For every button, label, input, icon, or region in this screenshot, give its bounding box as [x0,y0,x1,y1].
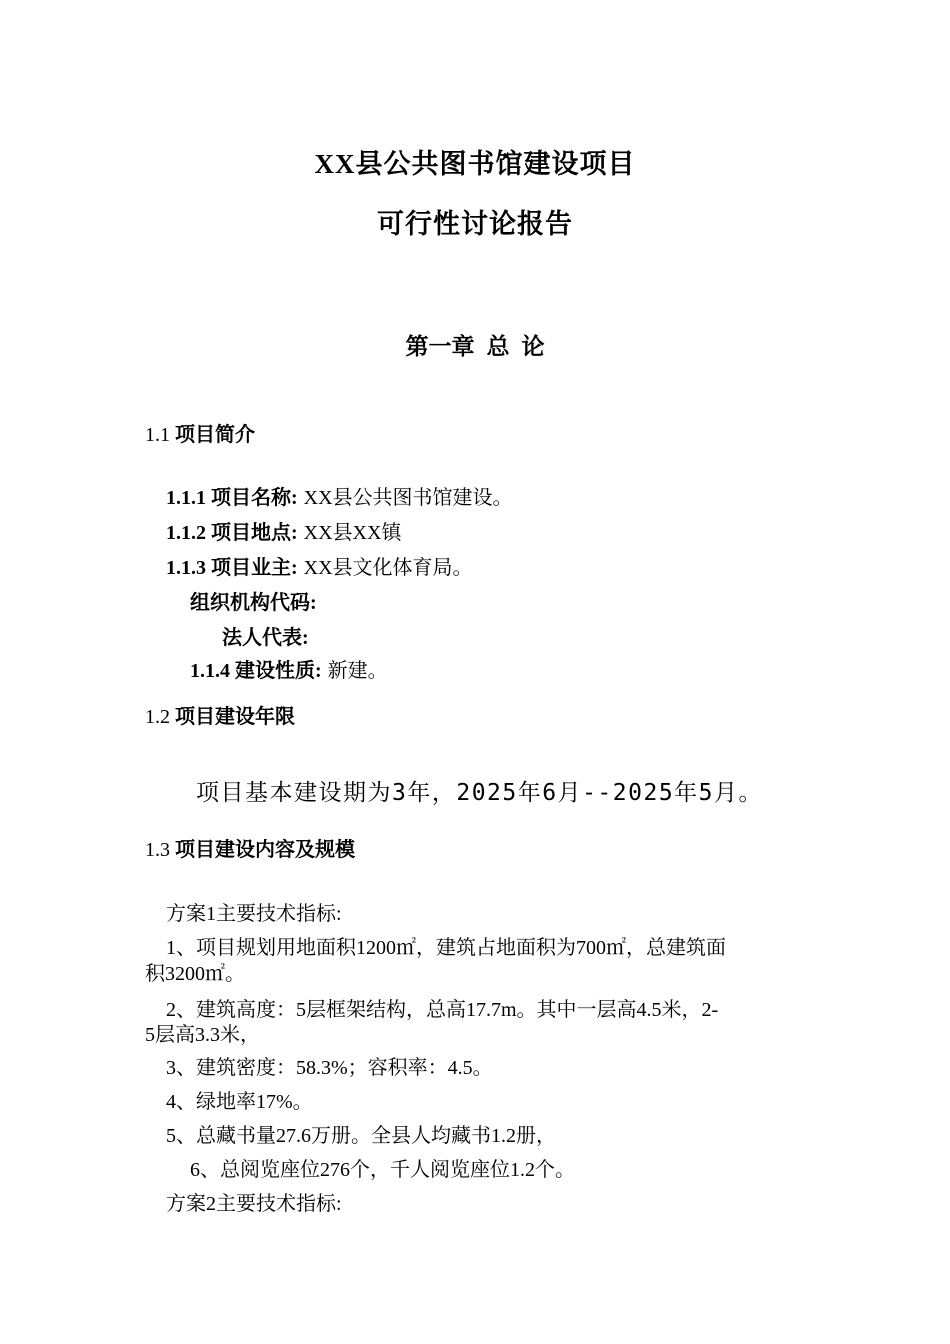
section-title: 项目建设年限 [175,706,295,728]
plan-1-heading: 方案1主要技术指标: [166,903,342,925]
field-label: 1.1.1 项目名称: [166,487,298,509]
field-value: XX县XX镇 [303,522,402,544]
section-number: 1.2 [145,706,170,728]
indicator-2-line-2: 5层高3.3米， [145,1024,260,1046]
field-label: 1.1.4 建设性质: [190,660,322,682]
field-label: 1.1.3 项目业主: [166,557,298,579]
indicator-3: 3、建筑密度：58.3%；容积率：4.5。 [166,1057,493,1079]
indicator-2-line-1: 2、建筑高度：5层框架结构，总高17.7m。其中一层高4.5米，2- [166,999,719,1021]
field-project-owner [166,551,473,580]
section-heading-1-1 [145,418,255,447]
chapter-word-1: 总 [486,334,510,359]
field-legal-representative [222,621,315,650]
field-value: XX县公共图书馆建设。 [303,487,513,509]
indicator-5: 5、总藏书量27.6万册。全县人均藏书1.2册， [166,1125,556,1147]
section-heading-1-2 [145,700,295,729]
chapter-label: 第一章 [405,334,475,359]
field-label: 法人代表: [222,627,309,649]
construction-period-text: 项目基本建设期为3年，2025年6月--2025年5月。 [196,780,764,806]
document-title-line-1: XX县公共图书馆建设项目 [314,149,636,179]
section-title: 项目建设内容及规模 [175,839,355,861]
indicator-1-line-1: 1、项目规划用地面积1200㎡，建筑占地面积为700㎡，总建筑面 [166,937,726,959]
section-heading-1-3 [145,833,355,862]
field-project-location [166,516,401,545]
document-title-line-2: 可行性讨论报告 [377,209,573,239]
indicator-6: 6、总阅览座位276个，千人阅览座位1.2个。 [190,1159,575,1181]
indicator-1-line-2: 积3200㎡。 [145,963,245,985]
field-construction-nature [190,654,388,683]
indicator-4: 4、绿地率17%。 [166,1091,313,1113]
field-label: 组织机构代码: [190,592,317,614]
field-organization-code [190,586,323,615]
section-number: 1.1 [145,424,170,446]
plan-2-heading: 方案2主要技术指标: [166,1193,342,1215]
field-label: 1.1.2 项目地点: [166,522,298,544]
chapter-heading [0,328,950,361]
field-value: XX县文化体育局。 [303,557,473,579]
field-value: 新建。 [327,660,388,682]
section-title: 项目简介 [175,424,255,446]
section-number: 1.3 [145,839,170,861]
chapter-word-2: 论 [521,334,545,359]
field-project-name [166,481,513,510]
